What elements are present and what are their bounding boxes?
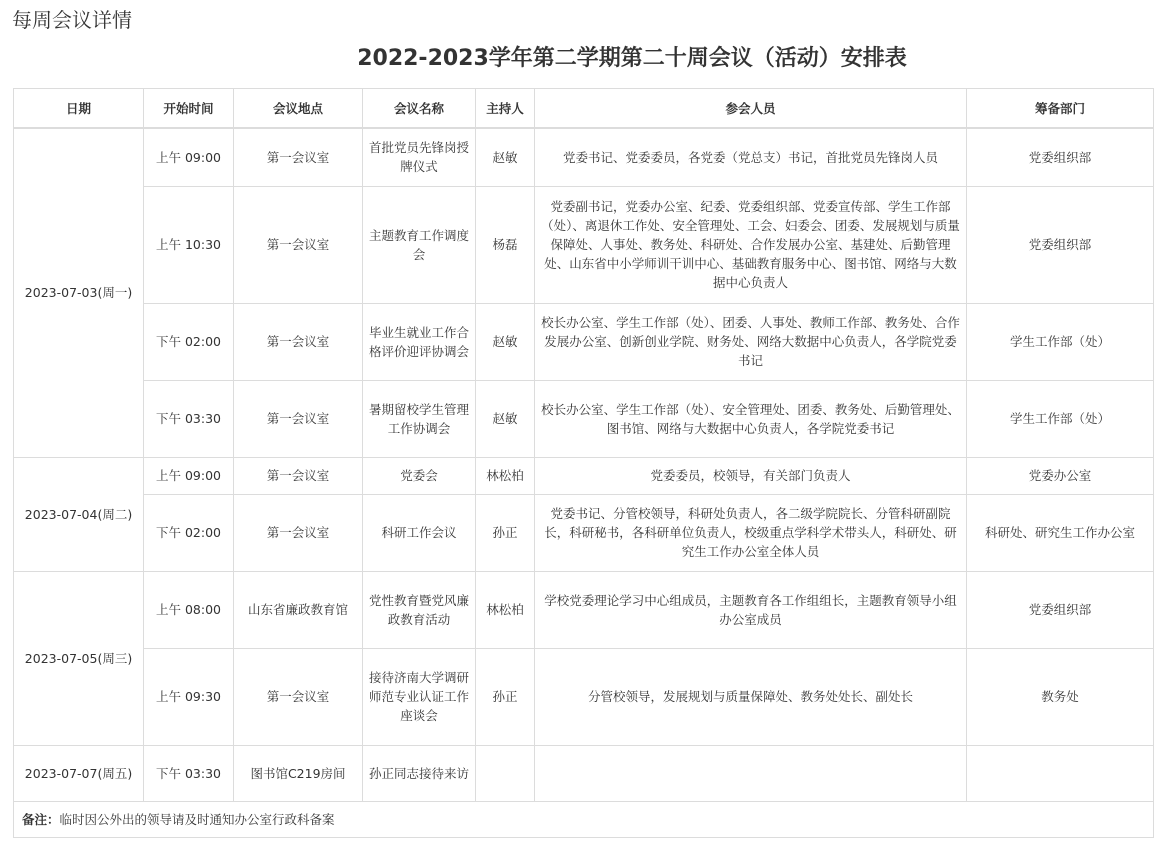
table-row [14,745,1154,801]
time-cell: 下午 02:00 [144,303,234,380]
meeting-name-cell: 主题教育工作调度会 [363,186,476,303]
location-cell: 图书馆C219房间 [234,745,363,801]
note-label: 备注： [22,811,60,827]
meeting-name-cell: 暑期留校学生管理工作协调会 [363,380,476,457]
date-cell: 2023-07-04(周二) [14,457,144,571]
document-title: 2022-2023学年第二学期第二十周会议（活动）安排表 [357,46,907,71]
time-cell: 下午 03:30 [144,380,234,457]
location-cell: 第一会议室 [234,380,363,457]
meeting-schedule-table [13,88,1154,838]
attendees-cell: 校长办公室、学生工作部（处）、团委、人事处、教师工作部、教务处、合作发展办公室、创新创业学院、财务处、网络大数据中心负责人，各学院党委书记 [535,303,967,380]
table-header-row [14,89,1154,129]
column-header-start-time: 开始时间 [144,89,234,129]
host-cell: 林松柏 [476,457,535,494]
time-cell: 下午 03:30 [144,745,234,801]
date-cell: 2023-07-03(周一) [14,128,144,457]
meeting-name-cell: 首批党员先锋岗授牌仪式 [363,128,476,186]
department-cell: 党委组织部 [967,128,1154,186]
table-row [14,128,1154,186]
attendees-cell: 党委委员，校领导，有关部门负责人 [535,457,967,494]
note-row [14,801,1154,837]
department-cell: 党委组织部 [967,571,1154,648]
column-header-department: 筹备部门 [967,89,1154,129]
department-cell: 学生工作部（处） [967,303,1154,380]
column-header-attendees: 参会人员 [535,89,967,129]
attendees-cell: 分管校领导，发展规划与质量保障处、教务处处长、副处长 [535,648,967,745]
table-row [14,494,1154,571]
location-cell: 第一会议室 [234,457,363,494]
time-cell: 上午 09:00 [144,128,234,186]
table-row [14,571,1154,648]
note-text: 临时因公外出的领导请及时通知办公室行政科备案 [59,811,335,827]
department-cell [967,745,1154,801]
location-cell: 山东省廉政教育馆 [234,571,363,648]
attendees-cell: 校长办公室、学生工作部（处）、安全管理处、团委、教务处、后勤管理处、图书馆、网络与大数据中心负责人，各学院党委书记 [535,380,967,457]
attendees-cell [535,745,967,801]
time-cell: 上午 08:00 [144,571,234,648]
column-header-meeting-name: 会议名称 [363,89,476,129]
page-heading: 每周会议详情 [12,8,132,32]
host-cell: 赵敏 [476,303,535,380]
host-cell [476,745,535,801]
department-cell: 党委办公室 [967,457,1154,494]
host-cell: 孙正 [476,494,535,571]
table-row [14,186,1154,303]
time-cell: 下午 02:00 [144,494,234,571]
date-cell: 2023-07-05(周三) [14,571,144,745]
column-header-date: 日期 [14,89,144,129]
column-header-location: 会议地点 [234,89,363,129]
time-cell: 上午 09:00 [144,457,234,494]
table-row [14,457,1154,494]
host-cell: 林松柏 [476,571,535,648]
host-cell: 杨磊 [476,186,535,303]
attendees-cell: 党委副书记，党委办公室、纪委、党委组织部、党委宣传部、学生工作部（处）、离退休工作处、安全管理处、工会、妇委会、团委、发展规划与质量保障处、人事处、教务处、科研处、合作发展办公室、基建处、后勤管理处、山东省中小学师训干训中心、基础教育服务中心、图书馆、网络与大数据中心负责人 [535,186,967,303]
meeting-name-cell: 科研工作会议 [363,494,476,571]
meeting-name-cell: 接待济南大学调研师范专业认证工作座谈会 [363,648,476,745]
location-cell: 第一会议室 [234,648,363,745]
attendees-cell: 党委书记、分管校领导，科研处负责人，各二级学院院长、分管科研副院长，科研秘书，各科研单位负责人，校级重点学科学术带头人，科研处、研究生工作办公室全体人员 [535,494,967,571]
location-cell: 第一会议室 [234,128,363,186]
note-cell [14,801,1154,837]
table-row [14,648,1154,745]
host-cell: 赵敏 [476,380,535,457]
host-cell: 孙正 [476,648,535,745]
department-cell: 党委组织部 [967,186,1154,303]
department-cell: 科研处、研究生工作办公室 [967,494,1154,571]
attendees-cell: 党委书记、党委委员，各党委（党总支）书记，首批党员先锋岗人员 [535,128,967,186]
time-cell: 上午 10:30 [144,186,234,303]
meeting-name-cell: 孙正同志接待来访 [363,745,476,801]
department-cell: 教务处 [967,648,1154,745]
table-row [14,380,1154,457]
table-row [14,303,1154,380]
location-cell: 第一会议室 [234,494,363,571]
time-cell: 上午 09:30 [144,648,234,745]
meeting-name-cell: 毕业生就业工作合格评价迎评协调会 [363,303,476,380]
meeting-name-cell: 党委会 [363,457,476,494]
host-cell: 赵敏 [476,128,535,186]
date-cell: 2023-07-07(周五) [14,745,144,801]
meeting-name-cell: 党性教育暨党风廉政教育活动 [363,571,476,648]
department-cell: 学生工作部（处） [967,380,1154,457]
location-cell: 第一会议室 [234,186,363,303]
location-cell: 第一会议室 [234,303,363,380]
attendees-cell: 学校党委理论学习中心组成员，主题教育各工作组组长，主题教育领导小组办公室成员 [535,571,967,648]
column-header-host: 主持人 [476,89,535,129]
